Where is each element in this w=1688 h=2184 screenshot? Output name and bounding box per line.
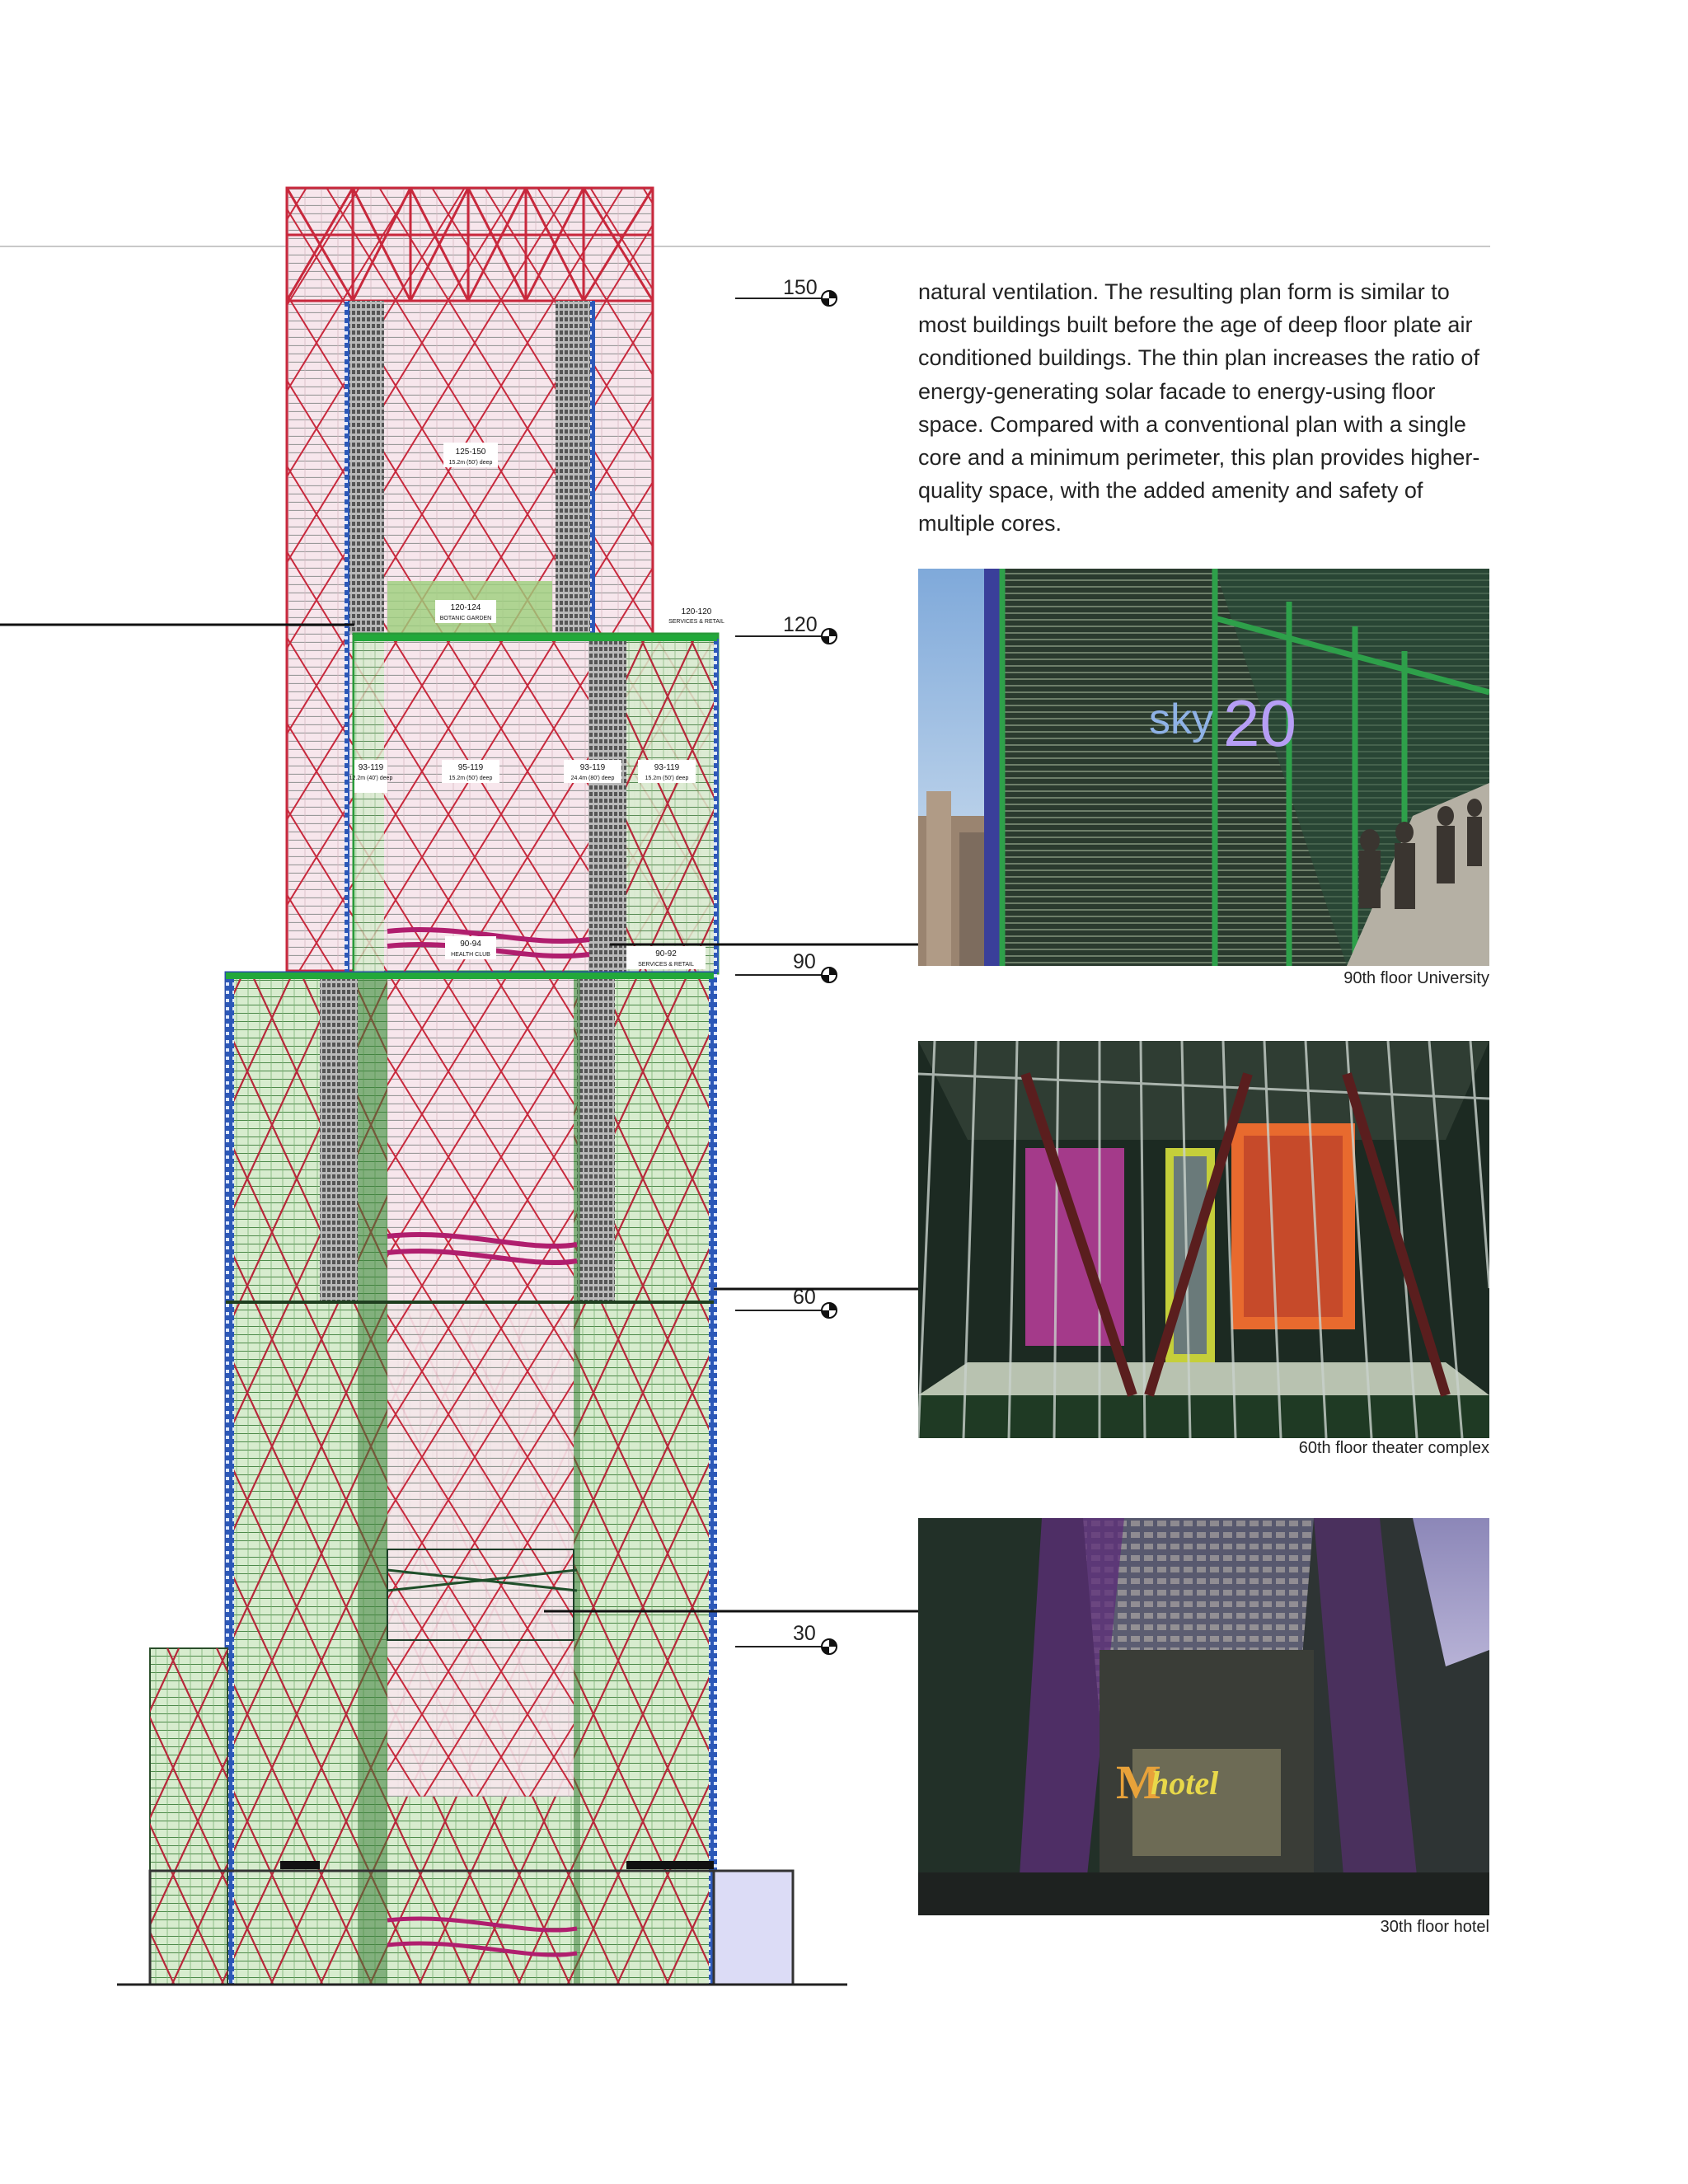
level-30-label: 30 [793, 1622, 816, 1645]
caption-90th: 90th floor University [1343, 969, 1489, 987]
label-services-top: 120-120 [681, 607, 712, 616]
svg-text:BOTANIC GARDEN: BOTANIC GARDEN [439, 616, 492, 621]
label-health-club: 90-94 [460, 940, 481, 949]
svg-text:12.2m (40') deep: 12.2m (40') deep [349, 776, 393, 781]
photo-30th-floor [918, 1518, 1489, 1915]
level-150-label: 150 [783, 276, 818, 299]
svg-text:SERVICES & RETAIL: SERVICES & RETAIL [638, 962, 694, 968]
svg-text:24.4m (80') deep: 24.4m (80') deep [570, 776, 615, 781]
photo-60th-floor [918, 1041, 1489, 1438]
svg-text:93-119: 93-119 [579, 763, 606, 772]
level-60-label: 60 [793, 1286, 816, 1309]
middle-tier [354, 635, 719, 972]
hotel-sign-word: hotel [1151, 1765, 1219, 1802]
label-top-zone: 125-150 [455, 448, 486, 457]
sky-sign-number: 20 [1223, 687, 1296, 760]
svg-text:15.2m (50') deep: 15.2m (50') deep [645, 776, 689, 781]
svg-text:95-119: 95-119 [457, 763, 484, 772]
svg-text:93-119: 93-119 [358, 763, 384, 772]
svg-text:15.2m (50') deep: 15.2m (50') deep [448, 460, 493, 466]
caption-60th: 60th floor theater complex [1298, 1439, 1489, 1457]
caption-30th: 30th floor hotel [1380, 1918, 1489, 1936]
svg-text:15.2m (50') deep: 15.2m (50') deep [448, 776, 493, 781]
photo-90th-floor [918, 569, 1489, 966]
sky-sign: sky [1149, 696, 1213, 743]
label-services-mid: 90-92 [655, 949, 677, 958]
level-90-label: 90 [793, 950, 816, 973]
body-paragraph: natural ventilation. The resulting plan form is similar to most buildings built before the age of deep floor plate air conditioned buildings. The thin plan increases the ratio of energy-generating solar facade to energy-using floor space. Compared with a conventional plan with a single core and a minimum perimeter, this plan provides higher-quality space, with the added amenity and safety of multiple cores. [918, 279, 1480, 537]
level-120-label: 120 [783, 613, 818, 636]
level-markers [735, 276, 837, 1654]
label-garden: 120-124 [450, 603, 481, 612]
svg-text:93-119: 93-119 [654, 763, 680, 772]
hotel-sign-m: M [1116, 1755, 1161, 1809]
svg-text:SERVICES & RETAIL: SERVICES & RETAIL [668, 619, 724, 625]
main-shaft [226, 972, 717, 1985]
svg-text:HEALTH CLUB: HEALTH CLUB [451, 952, 490, 958]
